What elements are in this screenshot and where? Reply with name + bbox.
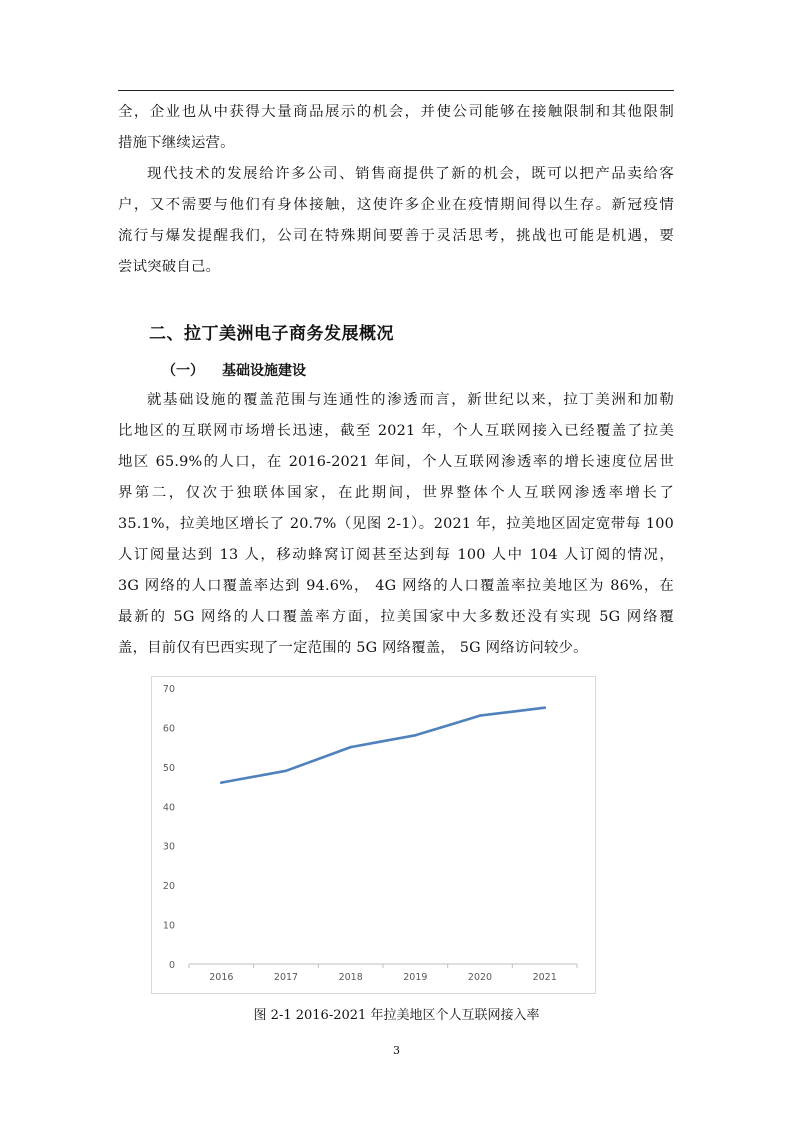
data-points	[220, 706, 546, 784]
x-tick-label: 2017	[273, 972, 299, 983]
subsection-number: （一）	[162, 363, 204, 379]
text-line: 现代技术的发展给许多公司、销售商提供了新的机会，既可以把产品卖给客	[147, 166, 674, 182]
text-line: 界第二，仅次于独联体国家，在此期间，世界整体个人互联网渗透率增长了	[118, 485, 674, 501]
x-axis-ticks	[189, 964, 577, 968]
paragraph-1	[118, 97, 674, 159]
text-line: 措施下继续运营。	[118, 135, 235, 151]
series-line	[221, 708, 544, 783]
y-tick-label: 40	[162, 802, 175, 814]
data-point	[349, 746, 352, 749]
x-tick-label: 2016	[209, 972, 234, 983]
x-tick-label: 2021	[532, 972, 557, 983]
text-line: 35.1%，拉美地区增长了 20.7%（见图 2-1）。2021 年，拉美地区固定宽带每 100	[118, 516, 674, 532]
y-axis-labels	[163, 684, 175, 971]
text-line: 户，又不需要与他们有身体接触，这使许多企业在疫情期间得以生存。新冠疫情	[118, 197, 674, 213]
y-tick-label: 20	[162, 881, 175, 893]
y-tick-label: 70	[162, 684, 175, 695]
paragraph-2	[118, 159, 674, 283]
data-point	[479, 714, 482, 717]
text-line: 盖，目前仅有巴西实现了一定范围的 5G 网络覆盖， 5G 网络访问较少。	[118, 640, 588, 656]
text-line: 比地区的互联网市场增长迅速，截至 2021 年，个人互联网接入已经覆盖了拉美	[118, 423, 674, 439]
y-tick-label: 0	[168, 960, 175, 971]
subsection-label: 基础设施建设	[222, 363, 306, 379]
data-point	[543, 706, 546, 709]
x-tick-label: 2019	[403, 972, 428, 983]
data-point	[220, 781, 223, 784]
y-tick-label: 60	[162, 723, 175, 735]
subsection-title	[162, 360, 306, 380]
chart-svg	[152, 677, 595, 993]
text-line: 最新的 5G 网络的人口覆盖率方面，拉美国家中大多数还没有实现 5G 网络覆	[118, 609, 674, 625]
paragraph-3	[118, 385, 674, 664]
x-tick-label: 2020	[467, 972, 493, 983]
data-point	[414, 734, 417, 737]
text-line: 就基础设施的覆盖范围与连通性的渗透而言，新世纪以来，拉丁美洲和加勒	[147, 392, 674, 408]
y-tick-label: 50	[162, 762, 175, 774]
header-rule	[118, 90, 674, 91]
line-chart	[151, 676, 596, 994]
text-line: 地区 65.9%的人口，在 2016-2021 年间，个人互联网渗透率的增长速度位居世	[118, 454, 674, 470]
text-line: 尝试突破自己。	[118, 259, 221, 275]
text-line: 流行与爆发提醒我们，公司在特殊期间要善于灵活思考，挑战也可能是机遇，要	[118, 228, 674, 244]
x-tick-label: 2018	[338, 972, 363, 983]
text-line: 3G 网络的人口覆盖率达到 94.6%， 4G 网络的人口覆盖率拉美地区为 86%，在	[118, 578, 674, 594]
page-number: 3	[393, 1044, 400, 1057]
text-line: 人订阅量达到 13 人，移动蜂窝订阅甚至达到每 100 人中 104 人订阅的情况，	[118, 547, 674, 563]
section-title: 二、拉丁美洲电子商务发展概况	[149, 324, 394, 344]
data-point	[285, 770, 288, 773]
y-tick-label: 30	[162, 841, 175, 853]
x-axis-labels	[209, 972, 557, 983]
y-tick-label: 10	[162, 920, 175, 932]
figure-caption: 图 2-1 2016-2021 年拉美地区个人互联网接入率	[253, 1008, 540, 1023]
text-line: 全，企业也从中获得大量商品展示的机会，并使公司能够在接触限制和其他限制	[118, 104, 674, 120]
